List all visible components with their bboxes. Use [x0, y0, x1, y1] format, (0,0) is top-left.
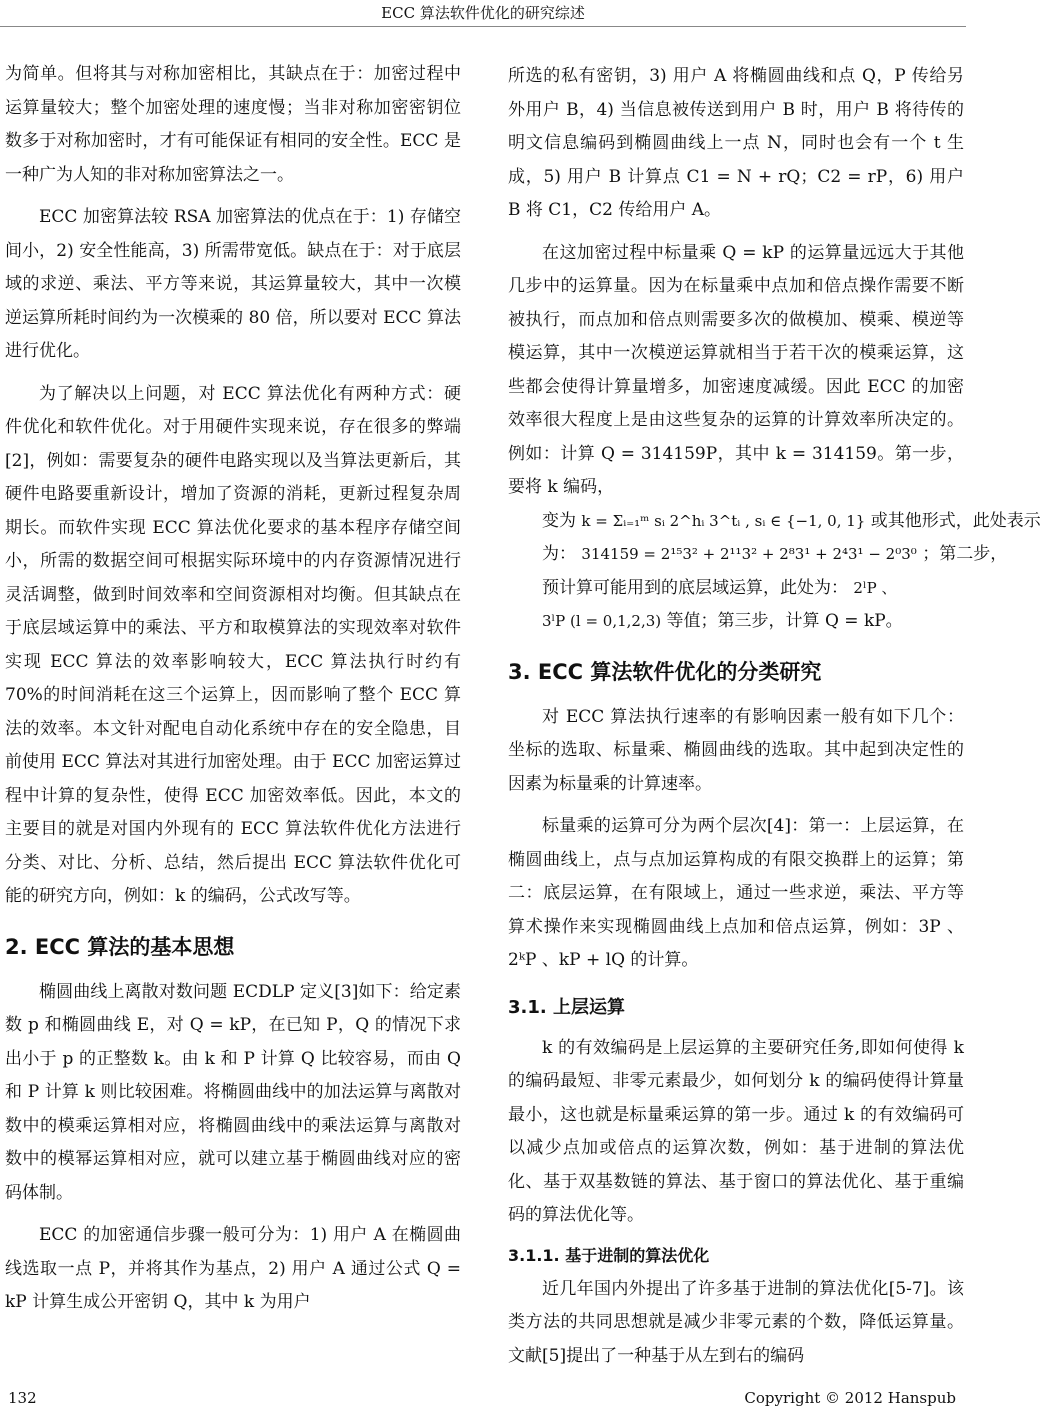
paragraph: 标量乘的运算可分为两个层次[4]：第一：上层运算，在椭圆曲线上，点与点加运算构成的有限交换群上的运算；第二：底层运算，在有限域上，通过一些求逆，乘法、平方等算术操作来实现椭圆曲线上点加和倍点运算，例如：3P 、2ᵏP 、kP + lQ 的计算。 — [508, 816, 964, 970]
text-fragment: 等值；第三步，计算 Q = kP。 — [666, 611, 903, 631]
copyright-notice: Copyright © 2012 Hanspub — [744, 1389, 956, 1407]
formula-line — [508, 605, 964, 639]
text-fragment: 为： — [542, 544, 576, 564]
subsubsection-heading: 3.1.1. 基于进制的算法优化 — [508, 1245, 710, 1265]
section-heading: 3. ECC 算法软件优化的分类研究 — [508, 659, 822, 684]
precompute-formula: 2ˡP 、 — [853, 578, 897, 597]
paragraph: 在这加密过程中标量乘 Q = kP 的运算量远远大于其他几步中的运算量。因为在标量乘中点加和倍点操作需要不断被执行，而点加和倍点则需要多次的做模加、模乘、模逆等模运算，其中一次模逆运算就相当于若干次的模乘运算，这些都会使得计算量增多，加密速度减缓。因此 ECC 的加密效率很大程度上是由这些复杂的运算的计算效率所决定的。例如：计算 Q = 314159P，其中 k = 314159。第一步，要将 k 编码， — [508, 242, 964, 497]
subsection-heading: 3.1. 上层运算 — [508, 996, 625, 1018]
right-column — [508, 60, 1041, 1373]
page-number: 132 — [8, 1389, 37, 1407]
paragraph: ECC 的加密通信步骤一般可分为：1) 用户 A 在椭圆曲线选取一点 P，并将其作为基点，2) 用户 A 通过公式 Q = kP 计算生成公开密钥 Q，其中 k 为用户 — [5, 1225, 461, 1312]
paragraph: 椭圆曲线上离散对数问题 ECDLP 定义[3]如下：给定素数 p 和椭圆曲线 E，对 Q = kP，在已知 P，Q 的情况下求出小于 p 的正整数 k。由 k 和 P 计算 Q 比较容易，而由 Q 和 P 计算 k 则比较困难。将椭圆曲线中的加法运算与离散对数中的模乘运算相对应，将椭圆曲线中的乘法运算与离散对数中的模幂运算相对应，就可以建立基于椭圆曲线对应的密码体制。 — [5, 981, 461, 1203]
paragraph: 近几年国内外提出了许多基于进制的算法优化[5-7]。该类方法的共同思想就是减少非零元素的个数，降低运算量。文献[5]提出了一种基于从左到右的编码 — [508, 1278, 964, 1366]
text-fragment: 或其他形式，此处表示 — [870, 510, 1041, 531]
section-heading: 2. ECC 算法的基本思想 — [5, 934, 235, 959]
formula-line — [508, 505, 1041, 539]
text-fragment: 预计算可能用到的底层域运算，此处为： — [542, 577, 848, 598]
paragraph: 所选的私有密钥，3) 用户 A 将椭圆曲线和点 Q，P 传给另外用户 B，4) 当信息被传送到用户 B 时，用户 B 将待传的明文信息编码到椭圆曲线上一点 N，同时也会有一个 t 生成，5) 用户 B 计算点 C1 = N + rQ；C2 = rP，6) 用户 B 将 C1，C2 传给用户 A。 — [508, 66, 964, 220]
paragraph: ECC 加密算法较 RSA 加密算法的优点在于：1) 存储空间小，2) 安全性能高，3) 所需带宽低。缺点在于：对于底层域的求逆、乘法、平方等来说，其运算量较大，其中一次模逆运算所耗时间约为一次模乘的 80 倍，所以要对 ECC 算法进行优化。 — [5, 207, 461, 361]
running-header — [0, 0, 966, 27]
decomposition-formula: 314159 = 2¹⁵3² + 2¹¹3² + 2⁸3¹ + 2⁴3¹ − 2⁰3⁰ — [581, 545, 917, 563]
running-title: ECC 算法软件优化的研究综述 — [381, 4, 585, 22]
paragraph: 为简单。但将其与对称加密相比，其缺点在于：加密过程中运算量较大；整个加密处理的速度慢；当非对称加密密钥位数多于对称加密时，才有可能保证有相同的安全性。ECC 是一种广为人知的非对称加密算法之一。 — [5, 64, 461, 185]
paragraph: 对 ECC 算法执行速率的有影响因素一般有如下几个：坐标的选取、标量乘、椭圆曲线的选取。其中起到决定性的因素为标量乘的计算速率。 — [508, 706, 964, 794]
left-column — [5, 58, 461, 1320]
precompute-formula: 3ˡP (l = 0,1,2,3) — [542, 612, 662, 630]
text-fragment: 变为 — [542, 510, 576, 531]
formula-line — [508, 538, 1008, 572]
paragraph: 为了解决以上问题，对 ECC 算法优化有两种方式：硬件优化和软件优化。对于用硬件实现来说，存在很多的弊端[2]，例如：需要复杂的硬件电路实现以及当算法更新后，其硬件电路要重新设计，增加了资源的消耗，更新过程复杂周期长。而软件实现 ECC 算法优化要求的基本程序存储空间小，所需的数据空间可根据实际环境中的内存资源情况进行灵活调整，做到时间效率和空间资源相对均衡。但其缺点在于底层域运算中的乘法、平方和取模算法的实现效率对软件实现 ECC 算法的效率影响较大，ECC 算法执行时约有 70%的时间消耗在这三个运算上，因而影响了整个 ECC 算法的效率。本文针对配电自动化系统中存在的安全隐患，目前使用 ECC 算法对其进行加密处理。由于 ECC 加密运算过程中计算的复杂性，使得 ECC 加密效率低。因此，本文的主要目的就是对国内外现有的 ECC 算法软件优化方法进行分类、对比、分析、总结，然后提出 ECC 算法软件优化可能的研究方向，例如：k 的编码，公式改写等。 — [5, 383, 461, 906]
text-fragment: ；第二步， — [922, 544, 1008, 564]
encoding-formula: k = Σᵢ₌₁ᵐ sᵢ 2^hᵢ 3^tᵢ , sᵢ ∈ {−1, 0, 1} — [581, 511, 866, 530]
formula-line — [508, 572, 964, 606]
paragraph: k 的有效编码是上层运算的主要研究任务,即如何使得 k 的编码最短、非零元素最少，如何划分 k 的编码使得计算量最小，这也就是标量乘运算的第一步。通过 k 的有效编码可以减少点加或倍点的运算次数，例如：基于进制的算法优化、基于双基数链的算法、基于窗口的算法优化、基于重编码的算法优化等。 — [508, 1037, 964, 1225]
